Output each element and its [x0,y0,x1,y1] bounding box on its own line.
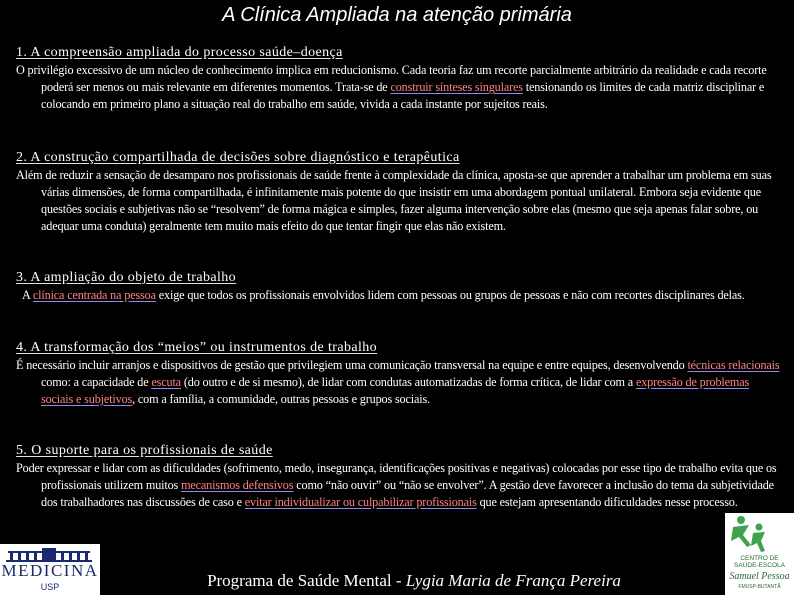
section-heading: 2. A construção compartilhada de decisões sobre diagnóstico e terapêutica [16,150,460,165]
text-run: A [22,288,33,302]
text-run: que estejam apresentando dificuldades nesse processo. [476,495,738,509]
text-run: É necessário incluir arranjos e dispositivos de gestão que privilegiem uma comunicação transversal na equipe e entre equipes, desenvolvendo [16,358,688,372]
highlight-text: escuta [151,375,181,389]
highlight-text: evitar individualizar ou culpabilizar profissionais [244,495,477,509]
medicina-usp-logo [0,544,100,595]
text-run: tensionando os limites de cada matriz disciplinar e colocando em primeiro plano a situação real do trabalho em saúde, vivida a cada instante por sujeitos reais. [41,80,765,111]
highlight-text: técnicas relacionais [687,358,780,372]
logo-text: CENTRO DE [740,555,779,562]
section-heading: 3. A ampliação do objeto de trabalho [16,270,237,285]
logo-line-3: FMUSP-BUTANTÃ [738,584,781,590]
logo-word: MEDICINA [1,561,99,580]
section-4 [16,340,782,408]
section-text: Além de reduzir a sensação de desamparo nos profissionais de saúde frente à complexidade da clínica, aposta-se que aprender a trabalhar um problema em suas várias dimensões, de forma compartilhada, é infinitamente mais potente do que insistir em uma abordagem pontual unilateral. Embora seja evidente que questões sociais e subjetivas não se “resolvem” de forma mágica e simples, fazer alguma intervenção sobre elas (mesmo que seja apenas falar sobre, ou adequar uma conduta) geralmente tem muito mais efeito do que tentar fingir que elas não existem. [16,168,772,233]
text-run: como: a capacidade de [41,375,152,389]
section-heading: 1. A compreensão ampliada do processo saúde–doença [16,45,343,60]
centro-saude-escola-logo [725,513,794,595]
section-text [16,460,782,511]
section-3 [16,270,782,304]
logo-line-2: Samuel Pessoa [729,571,790,582]
author-name: Lygia Maria de França Pereira [405,571,621,590]
highlight-text: construir sínteses singulares [390,80,523,94]
section-heading: 5. O suporte para os profissionais de saúde [16,443,273,458]
section-5 [16,443,782,511]
section-text [16,357,782,408]
highlight-text: expressão de problemas sociais e subjetivos [41,375,750,406]
section-text [16,287,782,304]
footer-separator: - [391,571,406,590]
slide-title: A Clínica Ampliada na atenção primária [222,4,572,26]
footer-credit [110,571,718,591]
section-1 [16,45,782,113]
text-run: Poder expressar e lidar com as dificuldades (sofrimento, medo, insegurança, identificações positivas e negativas) colocadas por esse tipo de trabalho evita que os profissionais utilizem muitos [16,461,777,492]
section-heading: 4. A transformação dos “meios” ou instrumentos de trabalho [16,340,378,355]
program-name: Programa de Saúde Mental [207,571,392,590]
logo-text: SAÚDE-ESCOLA [734,562,785,569]
text-run: exige que todos os profissionais envolvidos lidem com pessoas ou grupos de pessoas e não com recortes disciplinares delas. [155,288,745,302]
highlight-text: mecanismos defensivos [181,478,294,492]
text-run: , com a família, a comunidade, outras pessoas e grupos sociais. [132,392,430,406]
highlight-text: clínica centrada na pessoa [32,288,156,302]
section-2 [16,150,782,235]
figures-icon [729,515,769,553]
text-run: (do outro e de si mesmo), de lidar com condutas automatizadas de forma crítica, de lidar com a [180,375,636,389]
building-icon [6,548,92,562]
logo-line-1 [725,555,794,569]
text-run: como “não ouvir” ou “não se envolver”. A gestão deve favorecer a inclusão do tema da subjetividade dos trabalhadores nas discussões de caso e [41,478,774,509]
logo-sub: USP [40,582,60,592]
text-run: O privilégio excessivo de um núcleo de conhecimento implica em reducionismo. Cada teoria faz um recorte parcialmente arbitrário da realidade e cada recorte poderá ser menos ou mais relevante em diferentes momentos. Trata-se de [16,63,767,94]
section-text [16,62,782,113]
